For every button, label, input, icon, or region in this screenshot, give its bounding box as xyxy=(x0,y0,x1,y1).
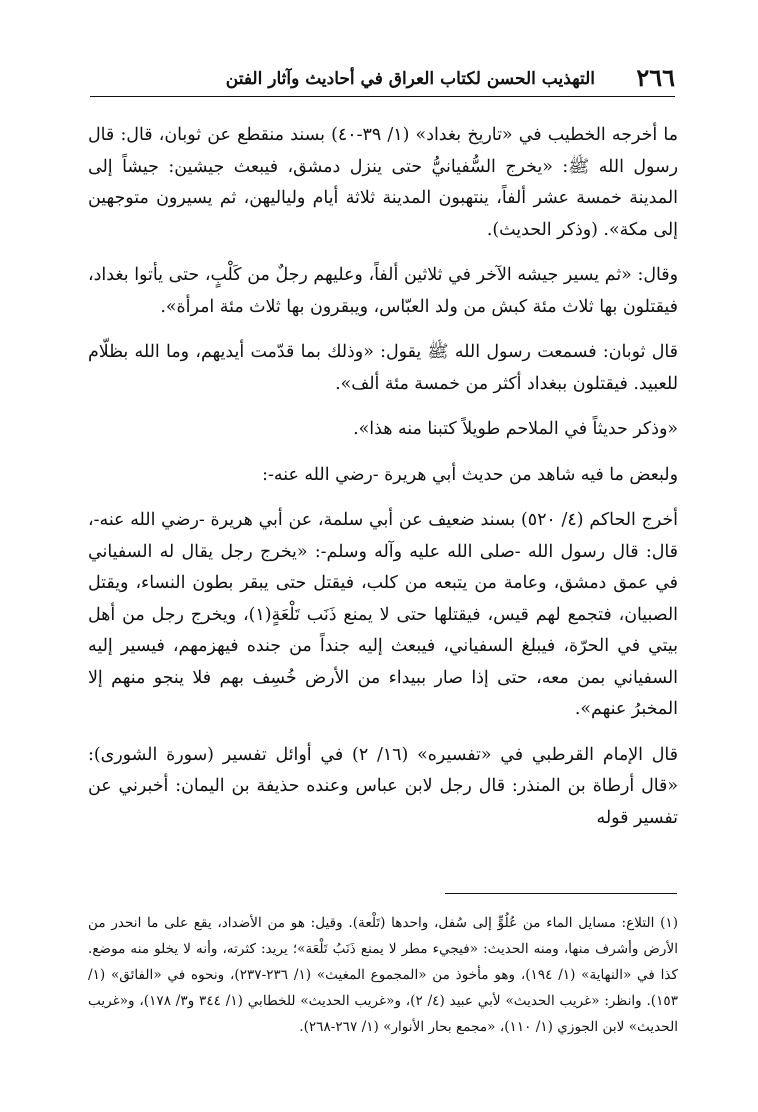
paragraph: ولبعض ما فيه شاهد من حديث أبي هريرة -رضي الله عنه-: xyxy=(262,464,678,485)
header-divider xyxy=(90,96,675,97)
main-text xyxy=(88,120,678,848)
footnote-text: (١) التلاع: مسايل الماء من عُلُوٍّ إلى سُفل، واحدها (تَلْعة). وقيل: هو من الأضداد، يقع على ما انحدر من الأرض وأشرف منها، ومنه الحديث: «فيجيء مطر لا يمنع ذَنَبُ تَلْعَة»؛ يريد: كثرته، وأنه لا يخلو منه موضع. كذا في «النهاية» (١/ ١٩٤)، وهو مأخوذ من «المجموع المغيث» (١/ ٢٣٦-٢٣٧)، ونحوه في «الفائق» (١/ ١٥٣). وانظر: «غريب الحديث» لأبي عبيد (٤/ ٢)، و«غريب الحديث» للخطابي (١/ ٣٤٤ و٣/ ١٧٨)، و«غريب الحديث» لابن الجوزي (١/ ١١٠)، «مجمع بحار الأنوار» (١/ ٢٦٧-٢٦٨). xyxy=(88,915,679,1035)
paragraph: قال ثوبان: فسمعت رسول الله ﷺ يقول: «وذلك بما قدّمت أيديهم، وما الله بظلّام للعبيد. فيقتلون ببغداد أكثر من خمسة مئة ألف». xyxy=(88,342,678,394)
paragraph: قال الإمام القرطبي في «تفسيره» (١٦/ ٢) في أوائل تفسير (سورة الشورى): «قال أرطاة بن المنذر: قال رجل لابن عباس وعنده حذيفة بن اليمان: أخبرني عن تفسير قوله xyxy=(88,744,678,828)
footnote xyxy=(88,910,678,1040)
footnote-divider xyxy=(445,893,677,894)
paragraph: ما أخرجه الخطيب في «تاريخ بغداد» (١/ ٣٩-٤٠) بسند منقطع عن ثوبان، قال: قال رسول الله ﷺ: «يخرج السُّفيانيُّ حتى ينزل دمشق، فيبعث جيشين: جيشاً إلى المدينة خمسة عشر ألفاً، ينتهبون المدينة ثلاثة أيام ولياليهن، ثم يسيرون متوجهين إلى مكة». (وذكر الحديث). xyxy=(88,125,678,240)
paragraph: أخرج الحاكم (٤/ ٥٢٠) بسند ضعيف عن أبي سلمة، عن أبي هريرة -رضي الله عنه-، قال: قال رسول الله -صلى الله عليه وآله وسلم-: «يخرج رجل يقال له السفياني في عمق دمشق، وعامة من يتبعه من كلب، فيقتل حتى يبقر بطون النساء، ويقتل الصبيان، فتجمع لهم قيس، فيقتلها حتى لا يمنع ذَنَب تَلْعَةٍ(١)، ويخرج رجل من أهل بيتي في الحرّة، فيبلغ السفياني، فيبعث إليه جنداً من جنده فيهزمهم، فيسير إليه السفياني بمن معه، حتى إذا صار ببيداء من الأرض خُسِف بهم فلا ينجو منهم إلا المخبرُ عنهم». xyxy=(88,510,679,719)
paragraph: «وذكر حديثاً في الملاحم طويلاً كتبنا منه هذا». xyxy=(353,419,678,439)
page-number: ٢٦٦ xyxy=(636,63,675,92)
paragraph: وقال: «ثم يسير جيشه الآخر في ثلاثين ألفاً، وعليهم رجلٌ من كَلْبٍ، حتى يأتوا بغداد، فيقتلون بها ثلاث مئة كبش من ولد العبّاس، ويبقرون بها ثلاث مئة امرأة». xyxy=(88,265,678,317)
running-title: التهذيب الحسن لكتاب العراق في أحاديث وآثار الفتن xyxy=(225,69,595,89)
page-header xyxy=(90,62,675,100)
